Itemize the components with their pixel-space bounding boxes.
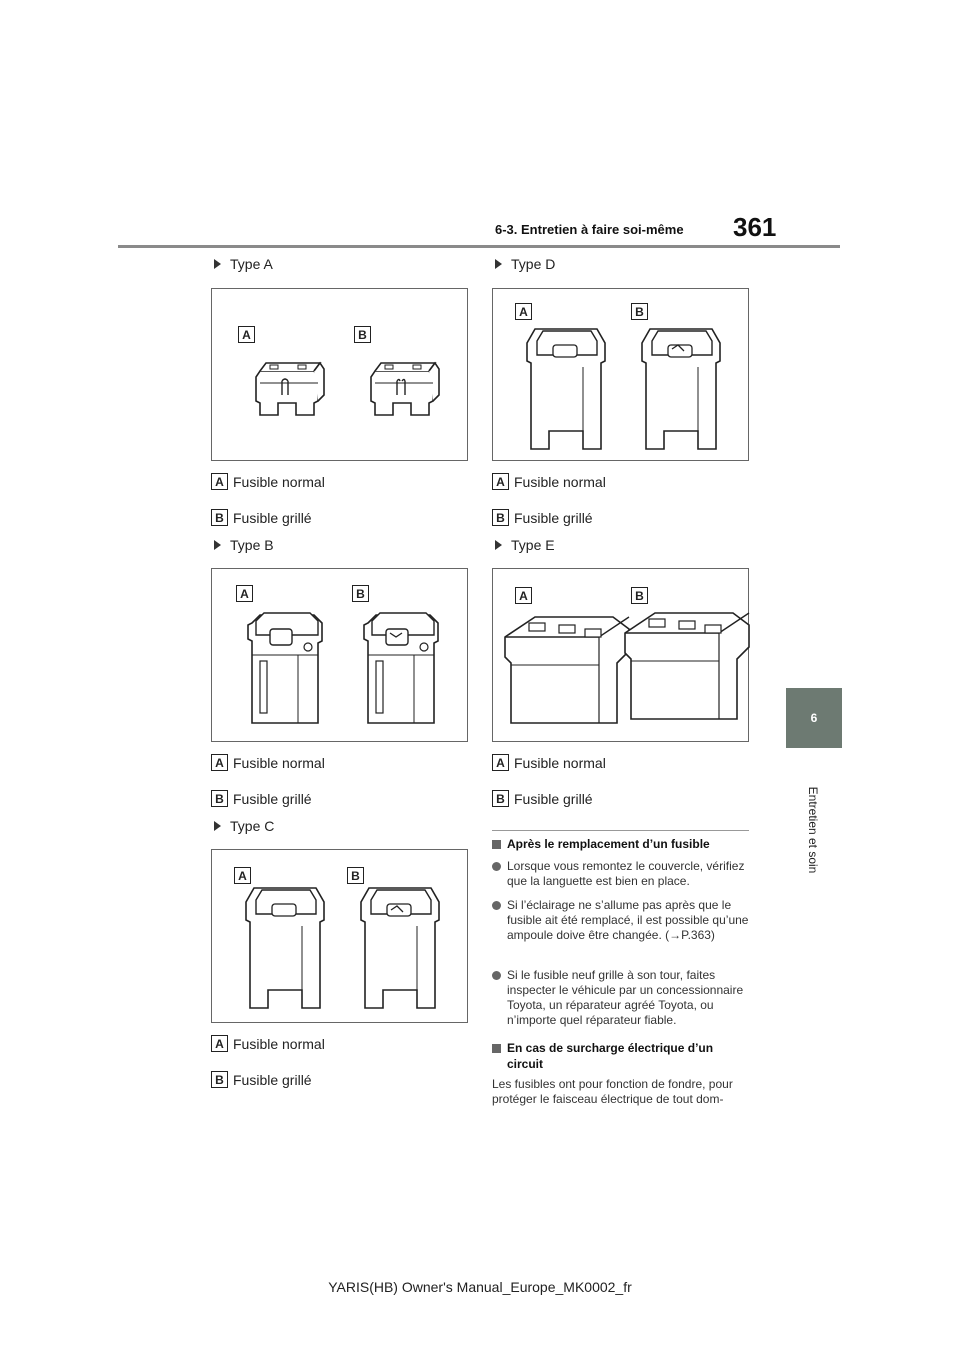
chapter-label: Entretien et soin	[806, 786, 820, 874]
figure-badge-b: B	[354, 326, 371, 343]
figure-badge-b: B	[631, 587, 648, 604]
type-a-figure	[211, 288, 468, 461]
section-title: 6-3. Entretien à faire soi-même	[495, 222, 684, 237]
badge-a: A	[492, 754, 509, 771]
round-bullet-icon	[492, 862, 501, 871]
badge-b: B	[492, 509, 509, 526]
legend-b	[211, 790, 312, 807]
legend-a	[211, 473, 325, 490]
badge-b: B	[211, 1071, 228, 1088]
fuse-blown-drawing	[355, 886, 450, 1016]
fuse-normal-drawing	[240, 886, 335, 1016]
legend-a	[492, 754, 606, 771]
type-e-figure	[492, 568, 749, 742]
badge-b: B	[492, 790, 509, 807]
type-e-label: Type E	[511, 537, 555, 553]
arrow-right-icon	[214, 821, 221, 831]
list-item-text: Si le fusible neuf grille à son tour, faites inspecter le véhicule par un concessionnaire Toyota, un réparateur agréé Toyota, ou n’importe quel réparateur fiable.	[507, 968, 744, 1027]
fuse-blown-drawing	[358, 607, 448, 732]
legend-a-text: Fusible normal	[514, 754, 606, 771]
legend-b-text: Fusible grillé	[233, 790, 312, 807]
fuse-blown-drawing	[367, 359, 447, 429]
badge-b: B	[211, 790, 228, 807]
type-c-label: Type C	[230, 818, 275, 834]
type-a-heading	[214, 256, 273, 272]
badge-a: A	[211, 754, 228, 771]
list-item	[492, 968, 752, 1028]
fuse-blown-drawing	[636, 325, 731, 457]
figure-badge-a: A	[234, 867, 251, 884]
fuse-normal-drawing	[242, 607, 332, 732]
fuse-normal-drawing	[252, 359, 332, 429]
type-a-label: Type A	[230, 256, 273, 272]
legend-a	[492, 473, 606, 490]
legend-a-text: Fusible normal	[233, 754, 325, 771]
legend-a-text: Fusible normal	[233, 473, 325, 490]
list-item	[492, 898, 752, 943]
figure-badge-b: B	[631, 303, 648, 320]
badge-b: B	[211, 509, 228, 526]
legend-a	[211, 754, 325, 771]
legend-a-text: Fusible normal	[233, 1035, 325, 1052]
round-bullet-icon	[492, 971, 501, 980]
legend-b	[492, 790, 593, 807]
list-item-text: Si l’éclairage ne s’allume pas après que le fusible ait été remplacé, il est possible qu’une ampoule doive être changée. (→P.363)	[507, 898, 749, 942]
round-bullet-icon	[492, 901, 501, 910]
legend-b-text: Fusible grillé	[233, 509, 312, 526]
type-d-heading	[495, 256, 555, 272]
arrow-right-icon	[214, 259, 221, 269]
after-replacement-heading	[492, 836, 750, 852]
legend-a-text: Fusible normal	[514, 473, 606, 490]
after-replacement-heading-text: Après le remplacement d’un fusible	[507, 837, 710, 851]
figure-badge-a: A	[515, 587, 532, 604]
figure-badge-b: B	[352, 585, 369, 602]
chapter-number: 6	[810, 711, 818, 725]
legend-b-text: Fusible grillé	[514, 509, 593, 526]
legend-b	[211, 509, 312, 526]
arrow-right-icon	[495, 540, 502, 550]
section-rule	[492, 830, 749, 831]
legend-b	[492, 509, 593, 526]
square-bullet-icon	[492, 1044, 501, 1053]
badge-a: A	[492, 473, 509, 490]
type-d-figure	[492, 288, 749, 461]
arrow-right-icon	[495, 259, 502, 269]
type-c-heading	[214, 818, 274, 834]
type-d-label: Type D	[511, 256, 556, 272]
legend-b-text: Fusible grillé	[233, 1071, 312, 1088]
type-e-heading	[495, 537, 555, 553]
legend-b-text: Fusible grillé	[514, 790, 593, 807]
list-item	[492, 859, 752, 889]
figure-badge-a: A	[515, 303, 532, 320]
header-rule	[118, 245, 840, 248]
fuse-blown-drawing	[619, 605, 754, 730]
type-b-heading	[214, 537, 274, 553]
type-b-label: Type B	[230, 537, 274, 553]
overload-heading-text: En cas de surcharge électrique d’un circuit	[507, 1041, 714, 1071]
footer-text: YARIS(HB) Owner's Manual_Europe_MK0002_fr	[328, 1279, 632, 1295]
figure-badge-b: B	[347, 867, 364, 884]
chapter-tab	[786, 688, 842, 748]
chapter-label-wrap	[783, 770, 843, 890]
overload-heading	[492, 1040, 750, 1072]
figure-badge-a: A	[236, 585, 253, 602]
figure-badge-a: A	[238, 326, 255, 343]
type-b-figure	[211, 568, 468, 742]
badge-a: A	[211, 1035, 228, 1052]
overload-text: Les fusibles ont pour fonction de fondre, pour protéger le faisceau électrique de tout dom-	[492, 1077, 733, 1106]
arrow-right-icon	[214, 540, 221, 550]
legend-b	[211, 1071, 312, 1088]
page-number: 361	[733, 212, 777, 242]
type-c-figure	[211, 849, 468, 1023]
legend-a	[211, 1035, 325, 1052]
list-item-text: Lorsque vous remontez le couvercle, vérifiez que la languette est bien en place.	[507, 859, 745, 888]
fuse-normal-drawing	[499, 609, 634, 734]
badge-a: A	[211, 473, 228, 490]
fuse-normal-drawing	[521, 325, 616, 457]
square-bullet-icon	[492, 840, 501, 849]
